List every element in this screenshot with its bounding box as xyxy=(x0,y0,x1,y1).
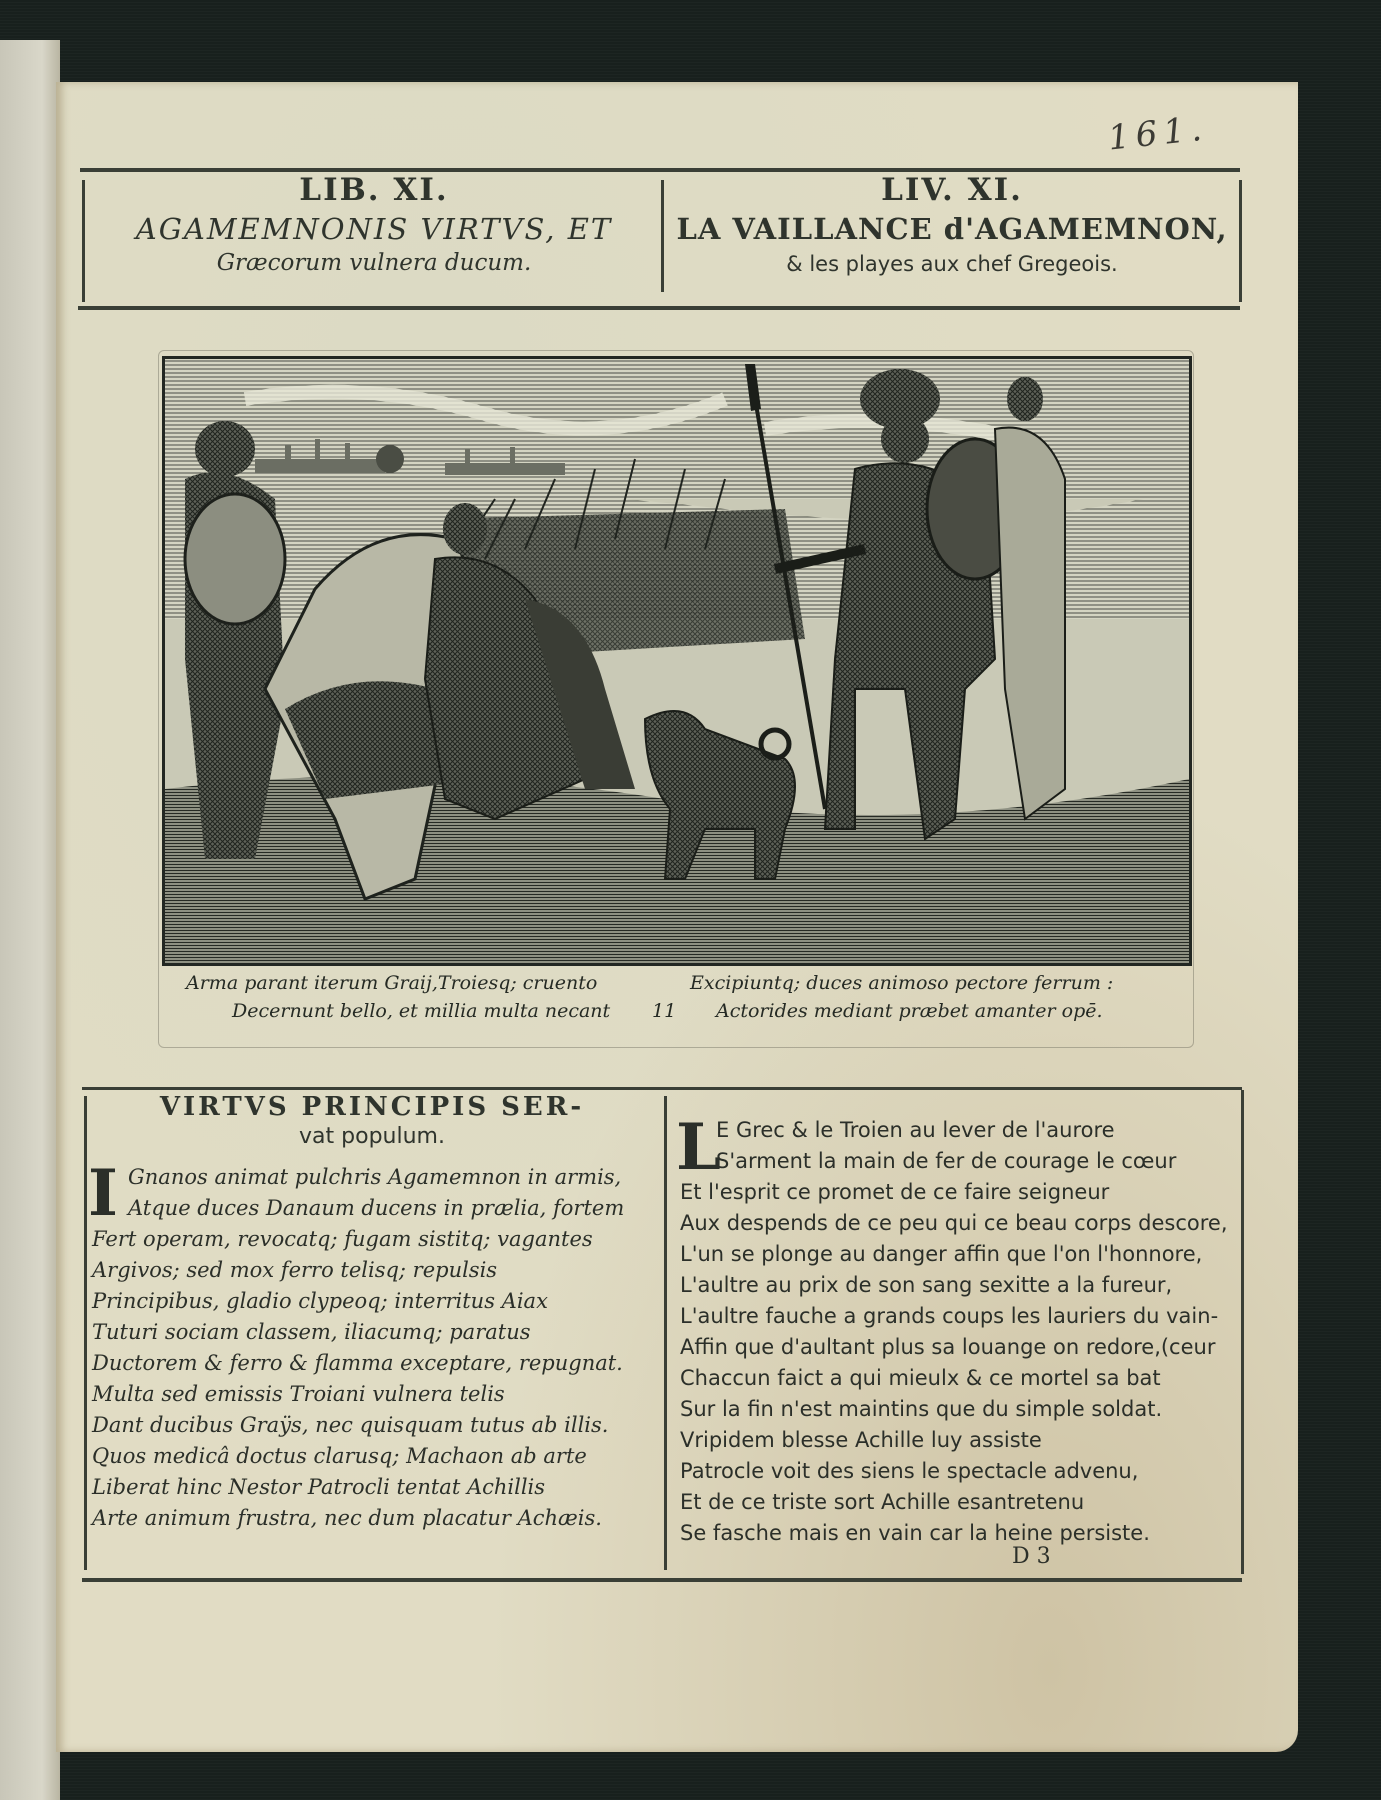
signature-mark: D 3 xyxy=(1012,1544,1051,1569)
french-line: S'arment la main de fer de courage le cœur xyxy=(716,1149,1177,1173)
latin-line: Ductorem & ferro & flamma exceptare, repugnat. xyxy=(92,1351,623,1375)
latin-column-heading xyxy=(92,1092,652,1149)
latin-drop-cap: I xyxy=(88,1156,118,1231)
latin-line: Arte animum frustra, nec dum placatur Achæis. xyxy=(92,1506,602,1530)
engraving-illustration xyxy=(162,356,1192,966)
french-line: Affin que d'aultant plus sa louange on redore,(ceur xyxy=(680,1335,1216,1359)
latin-line: Dant ducibus Graÿs, nec quisquam tutus ab illis. xyxy=(92,1413,609,1437)
caption-right-line-1: Excipiuntq; duces animoso pectore ferrum : xyxy=(690,972,1114,994)
caption-left-line-2: Decernunt bello, et millia multa necant xyxy=(232,1000,611,1022)
french-line: L'aultre au prix de son sang sexitte a la fureur, xyxy=(680,1273,1173,1297)
latin-heading-line-1: VIRTVS PRINCIPIS SER- xyxy=(159,1092,585,1122)
latin-line: Gnanos animat pulchris Agamemnon in armis, xyxy=(128,1165,622,1189)
engraving-scene xyxy=(165,359,1189,963)
latin-line: Quos medicâ doctus clarusq; Machaon ab arte xyxy=(92,1444,587,1468)
caption-plate-number: 11 xyxy=(652,1000,677,1022)
french-line: L'aultre fauche a grands coups les lauriers du vain- xyxy=(680,1304,1219,1328)
latin-title: AGAMEMNONIS VIRTVS, ET xyxy=(135,212,613,246)
header-french xyxy=(668,172,1236,276)
latin-heading-line-2: vat populum. xyxy=(299,1124,445,1149)
french-line: E Grec & le Troien au lever de l'aurore xyxy=(716,1118,1115,1142)
text-top-rule xyxy=(82,1087,1242,1090)
latin-line: Tuturi sociam classem, iliacumq; paratus xyxy=(92,1320,531,1344)
latin-line: Principibus, gladio clypeoq; interritus Aiax xyxy=(92,1289,548,1313)
previous-page-edge xyxy=(0,40,60,1800)
latin-line: Multa sed emissis Troiani vulnera telis xyxy=(92,1382,505,1406)
text-right-rule xyxy=(1241,1090,1244,1574)
latin-line: Argivos; sed mox ferro telisq; repulsis xyxy=(92,1258,498,1282)
caption-right-line-2: Actorides mediant præbet amanter opē. xyxy=(716,1000,1103,1022)
header-bottom-rule xyxy=(78,306,1240,310)
french-drop-cap: L xyxy=(676,1110,721,1185)
caption-left-line-1: Arma parant iterum Graij,Troiesq; cruento xyxy=(186,972,598,994)
french-subtitle: & les playes aux chef Gregeois. xyxy=(786,252,1118,276)
french-line: Chaccun faict a qui mieulx & ce mortel sa bat xyxy=(680,1366,1161,1390)
header-divider-rule xyxy=(661,180,664,292)
header-latin xyxy=(90,172,658,276)
latin-line: Atque duces Danaum ducens in prælia, fortem xyxy=(128,1196,625,1220)
french-line: Aux despends de ce peu qui ce beau corps descore, xyxy=(680,1211,1228,1235)
latin-book-number: LIB. XI. xyxy=(299,172,449,208)
text-left-rule xyxy=(84,1096,87,1570)
french-title: LA VAILLANCE d'AGAMEMNON, xyxy=(676,212,1228,246)
french-line: Et l'esprit ce promet de ce faire seigneur xyxy=(680,1180,1110,1204)
text-bottom-rule xyxy=(82,1578,1242,1582)
folio-number: 161. xyxy=(1106,108,1210,159)
french-line: Et de ce triste sort Achille esantretenu xyxy=(680,1490,1085,1514)
latin-line: Liberat hinc Nestor Patrocli tentat Achillis xyxy=(92,1475,546,1499)
text-divider-rule xyxy=(664,1096,667,1570)
header-right-rule xyxy=(1239,180,1242,302)
french-line: Se fasche mais en vain car la heine persiste. xyxy=(680,1521,1150,1545)
header-left-rule xyxy=(82,180,85,302)
french-line: Vripidem blesse Achille luy assiste xyxy=(680,1428,1042,1452)
french-line: Sur la fin n'est maintins que du simple soldat. xyxy=(680,1397,1163,1421)
french-line: L'un se plonge au danger affin que l'on l'honnore, xyxy=(680,1242,1203,1266)
latin-subtitle: Græcorum vulnera ducum. xyxy=(216,250,532,276)
french-book-number: LIV. XI. xyxy=(881,172,1023,208)
latin-line: Fert operam, revocatq; fugam sistitq; vagantes xyxy=(92,1227,593,1251)
french-line: Patrocle voit des siens le spectacle advenu, xyxy=(680,1459,1139,1483)
